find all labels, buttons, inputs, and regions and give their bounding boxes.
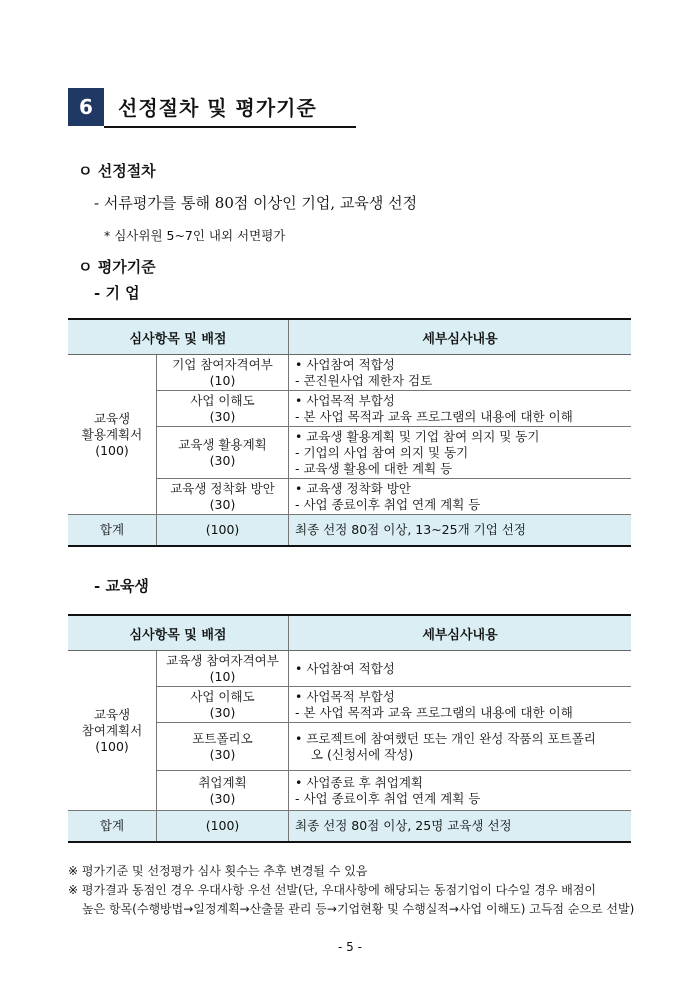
item-cell: 기업 참여자격여부 (10) (157, 355, 289, 391)
section-title: 선정절차 및 평가기준 (118, 96, 317, 120)
section-header (68, 88, 356, 128)
procedure-heading: ㅇ 선정절차 (78, 162, 156, 180)
criteria-heading: ㅇ 평가기준 (78, 258, 156, 276)
header-items: 심사항목 및 배점 (68, 319, 289, 355)
total-label: 합계 (68, 811, 157, 843)
header-details: 세부심사내용 (289, 615, 632, 651)
item-cell: 포트폴리오 (30) (157, 723, 289, 771)
note-line: ※ 평가기준 및 선정평가 심사 횟수는 추후 변경될 수 있음 (68, 864, 368, 878)
student-criteria-table (68, 614, 631, 843)
header-details: 세부심사내용 (289, 319, 632, 355)
item-cell: 사업 이해도 (30) (157, 391, 289, 427)
table-row (68, 355, 631, 391)
item-cell: 사업 이해도 (30) (157, 687, 289, 723)
section-underline (104, 126, 356, 128)
procedure-line-1: - 서류평가를 통해 80점 이상인 기업, 교육생 선정 (94, 194, 418, 212)
item-cell: 교육생 참여자격여부 (10) (157, 651, 289, 687)
student-subheading: - 교육생 (94, 577, 149, 595)
detail-cell: • 사업목적 부합성 - 본 사업 목적과 교육 프로그램의 내용에 대한 이해 (289, 687, 632, 723)
note-line: ※ 평가결과 동점인 경우 우대사항 우선 선발(단, 우대사항에 해당되는 동점기업이 다수일 경우 배점이 (68, 883, 597, 897)
total-row (68, 515, 631, 547)
page-number: - 5 - (338, 940, 362, 954)
total-row (68, 811, 631, 843)
detail-cell: • 사업종료 후 취업계획 - 사업 종료이후 취업 연계 계획 등 (289, 771, 632, 811)
detail-cell: • 교육생 활용계획 및 기업 참여 의지 및 동기 - 기업의 사업 참여 의지 및 동기 - 교육생 활용에 대한 계획 등 (289, 427, 632, 479)
header-items: 심사항목 및 배점 (68, 615, 289, 651)
total-score: (100) (157, 515, 289, 547)
company-subheading: - 기 업 (94, 284, 140, 302)
item-cell: 교육생 활용계획 (30) (157, 427, 289, 479)
detail-cell: • 사업참여 적합성 (289, 651, 632, 687)
detail-cell: • 프로젝트에 참여했던 또는 개인 완성 작품의 포트폴리 오 (신청서에 작성) (289, 723, 632, 771)
section-number: 6 (68, 88, 104, 126)
category-cell: 교육생 참여계획서 (100) (68, 651, 157, 811)
category-cell: 교육생 활용계획서 (100) (68, 355, 157, 515)
notes (68, 862, 634, 919)
detail-cell: • 사업목적 부합성 - 본 사업 목적과 교육 프로그램의 내용에 대한 이해 (289, 391, 632, 427)
company-criteria-table (68, 318, 631, 547)
table-row (68, 651, 631, 687)
total-score: (100) (157, 811, 289, 843)
item-cell: 취업계획 (30) (157, 771, 289, 811)
detail-cell: • 사업참여 적합성 - 콘진원사업 제한자 검토 (289, 355, 632, 391)
item-cell: 교육생 정착화 방안 (30) (157, 479, 289, 515)
detail-cell: • 교육생 정착화 방안 - 사업 종료이후 취업 연계 계획 등 (289, 479, 632, 515)
procedure-line-2: * 심사위원 5~7인 내외 서면평가 (104, 228, 286, 243)
note-line: 높은 항목(수행방법→일정계획→산출물 관리 등→기업현황 및 수행실적→사업 이해도) 고득점 순으로 선발) (82, 902, 635, 916)
total-detail: 최종 선정 80점 이상, 13~25개 기업 선정 (289, 515, 632, 547)
total-detail: 최종 선정 80점 이상, 25명 교육생 선정 (289, 811, 632, 843)
total-label: 합계 (68, 515, 157, 547)
